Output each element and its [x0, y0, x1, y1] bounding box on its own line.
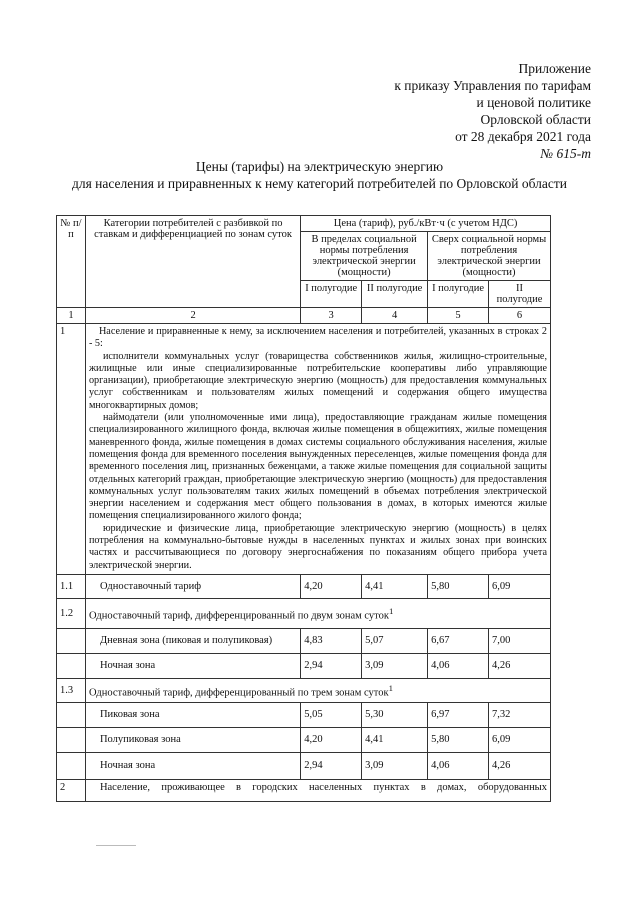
appendix-date: от 28 декабря 2021 года	[455, 129, 591, 144]
colnum: 6	[489, 308, 551, 324]
row-label: Ночная зона	[85, 653, 300, 678]
header-num: № п/п	[57, 216, 86, 308]
row-label	[85, 678, 550, 702]
value-cell: 6,09	[489, 574, 551, 598]
appendix-line: и ценовой политике	[476, 95, 591, 110]
row-2-description: Население, проживающее в городских населенных пунктах в домах, оборудованных	[85, 779, 550, 801]
order-number: № 615-т	[540, 146, 591, 161]
row-1-para: наймодатели (или уполномоченные ими лица), предоставляющие гражданам жилые помещения специализированного жилищного фонда, включая жилые помещения в общежитиях, жилые помещения маневренного фонда, жилые помещения в домах системы социального обслуживания населения, жилые помещения фонда для временного поселения вынужденных переселенцев, жилые помещения фонда для временного поселения лиц, признанных беженцами, а также жилые помещения для социальной защиты отдельных категорий граждан, приобретающие электрическую энергию (мощность) для предоставления коммунальных услуг пользователям таких жилых помещений в объемах потребления электрической энергии населением и содержания мест общего пользования в домах, в которых имеются жилые помещения специализированного жилого фонда;	[88, 412, 547, 522]
value-cell: 4,41	[362, 727, 428, 752]
row-num: 1	[57, 324, 86, 575]
appendix-line: Приложение	[518, 61, 591, 76]
row-label: Ночная зона	[85, 752, 300, 779]
value-cell: 4,26	[489, 752, 551, 779]
header-category: Категории потребителей с разбивкой по ставкам и дифференциацией по зонам суток	[85, 216, 300, 308]
title-line-1: Цены (тарифы) на электрическую энергию	[195, 159, 444, 174]
colnum: 2	[85, 308, 300, 324]
header-above-norm: Сверх социальной нормы потребления электрической энергии (мощности)	[428, 232, 551, 281]
colnum: 1	[57, 308, 86, 324]
value-cell: 7,32	[489, 702, 551, 727]
value-cell: 6,97	[428, 702, 489, 727]
appendix-line: к приказу Управления по тарифам	[394, 78, 591, 93]
value-cell: 5,07	[362, 628, 428, 653]
row-label: Полупиковая зона	[85, 727, 300, 752]
row-num: 1.2	[57, 598, 86, 628]
value-cell: 6,09	[489, 727, 551, 752]
value-cell: 5,05	[301, 702, 362, 727]
row-num: 1.3	[57, 678, 86, 702]
footnote-mark: 1	[388, 605, 394, 616]
empty-cell	[57, 702, 86, 727]
colnum: 5	[428, 308, 489, 324]
row-num: 2	[57, 779, 86, 801]
empty-cell	[57, 727, 86, 752]
value-cell: 5,80	[428, 574, 489, 598]
appendix-block	[394, 60, 591, 162]
value-cell: 4,41	[362, 574, 428, 598]
row-label: Пиковая зона	[85, 702, 300, 727]
row-1-para: исполнители коммунальных услуг (товарищества собственников жилья, жилищно-строительные, жилищные или иные специализированные потребительские кооперативы либо управляющие организации), приобретающие электрическую энергию (мощность) для предоставления коммунальных услуг собственникам и пользователям жилых помещений и содержания общего имущества многоквартирных домов;	[88, 350, 547, 411]
value-cell: 4,20	[301, 727, 362, 752]
row-label	[85, 598, 550, 628]
header-half-1: I полугодие	[301, 281, 362, 308]
header-half-2: II полугодие	[362, 281, 428, 308]
empty-cell	[57, 752, 86, 779]
row-1-para: Население и приравненные к нему, за исключением населения и потребителей, указанных в строках 2 - 5:	[88, 326, 547, 350]
empty-cell	[57, 653, 86, 678]
header-half-4: II полугодие	[489, 281, 551, 308]
value-cell: 3,09	[362, 653, 428, 678]
row-label: Одноставочный тариф	[85, 574, 300, 598]
row-label-text: Одноставочный тариф, дифференцированный по двум зонам суток	[88, 610, 389, 622]
row-label-text: Одноставочный тариф, дифференцированный по трем зонам суток	[88, 687, 389, 699]
value-cell: 4,26	[489, 653, 551, 678]
value-cell: 5,30	[362, 702, 428, 727]
row-label: Дневная зона (пиковая и полупиковая)	[85, 628, 300, 653]
value-cell: 6,67	[428, 628, 489, 653]
value-cell: 2,94	[301, 752, 362, 779]
value-cell: 4,06	[428, 653, 489, 678]
value-cell: 4,83	[301, 628, 362, 653]
row-num: 1.1	[57, 574, 86, 598]
tariff-table	[56, 215, 551, 802]
header-half-3: I полугодие	[428, 281, 489, 308]
scan-mark	[96, 845, 136, 846]
value-cell: 4,20	[301, 574, 362, 598]
row-1-para: юридические и физические лица, приобретающие электрическую энергию (мощность) в целях потребления на коммунально-бытовые нужды в населенных пунктах и жилых зонах при воинских частях и рассчитывающиеся по договору энергоснабжения по показаниям общего прибора учета электрической энергии.	[88, 522, 547, 571]
value-cell: 4,06	[428, 752, 489, 779]
header-within-norm: В пределах социальной нормы потребления электрической энергии (мощности)	[301, 232, 428, 281]
appendix-line: Орловской области	[480, 112, 591, 127]
row-1-description	[85, 324, 550, 575]
document-title	[0, 158, 639, 192]
title-line-2: для населения и приравненных к нему категорий потребителей по Орловской области	[71, 176, 568, 191]
value-cell: 2,94	[301, 653, 362, 678]
colnum: 3	[301, 308, 362, 324]
value-cell: 7,00	[489, 628, 551, 653]
empty-cell	[57, 628, 86, 653]
colnum: 4	[362, 308, 428, 324]
value-cell: 5,80	[428, 727, 489, 752]
footnote-mark: 1	[388, 682, 393, 693]
value-cell: 3,09	[362, 752, 428, 779]
header-price: Цена (тариф), руб./кВт·ч (с учетом НДС)	[301, 216, 551, 232]
